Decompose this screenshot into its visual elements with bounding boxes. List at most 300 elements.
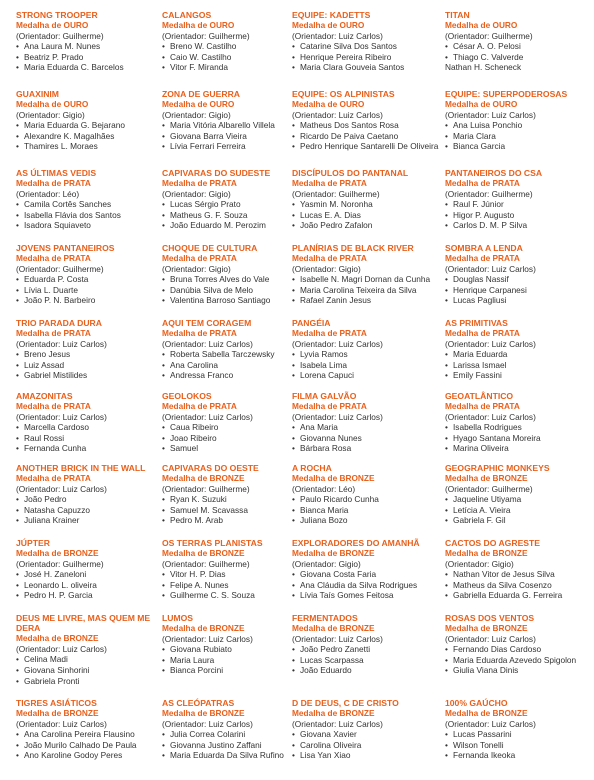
member-name: Nathan H. Scheneck (445, 62, 522, 73)
member-name: Isadora Squiaveto (24, 220, 91, 231)
member-item (292, 131, 445, 142)
advisor-label: (Orientador: Luiz Carlos) (292, 718, 383, 729)
member-name: José H. Zaneloni (24, 569, 87, 580)
bullet-icon: • (292, 654, 295, 665)
bullet-icon: • (162, 579, 165, 590)
bullet-icon: • (162, 41, 165, 52)
bullet-icon: • (162, 220, 165, 231)
member-item (162, 370, 292, 381)
team-name: CAPIVARAS DO SUDESTE (162, 168, 271, 178)
member-name: Andressa Franco (170, 370, 234, 381)
member-name: Gabriela Pronti (24, 675, 80, 686)
advisor-label: (Orientador: Luiz Carlos) (445, 263, 536, 274)
member-item (16, 349, 162, 360)
advisor-label: (Orientador: Luiz Carlos) (445, 411, 536, 422)
advisor-label: (Orientador: Luiz Carlos) (292, 633, 383, 644)
member-name: Juliana Krainer (24, 515, 80, 526)
member-name: Giovana Xavier (300, 729, 357, 740)
team-name: AS PRIMITIVAS (445, 318, 508, 328)
bullet-icon: • (445, 284, 448, 295)
member-name: Gabriela F. Gil (453, 515, 506, 526)
team-name: EQUIPE: SUPERPODEROSAS (445, 89, 568, 99)
member-name: César A. O. Pelosi (453, 41, 521, 52)
team-block (292, 10, 445, 89)
member-item (292, 360, 445, 371)
member-item (445, 285, 594, 296)
member-item (445, 274, 594, 285)
team-name: A ROCHA (292, 463, 332, 473)
bullet-icon: • (292, 422, 295, 433)
advisor-label: (Orientador: Luiz Carlos) (162, 338, 253, 349)
member-item (445, 515, 594, 526)
member-name: Hyago Santana Moreira (453, 432, 541, 443)
medal-label: Medalha de BRONZE (292, 623, 375, 634)
member-name: Carlos D. M. P Silva (453, 220, 528, 231)
member-name: Celina Madi (24, 654, 68, 665)
member-name: Julia Correa Colarini (170, 729, 246, 740)
bullet-icon: • (445, 654, 448, 665)
member-name: Luiz Assad (24, 359, 65, 370)
member-name: Bruna Torres Alves do Vale (170, 274, 270, 285)
member-item (292, 141, 445, 152)
team-name: EQUIPE: OS ALPINISTAS (292, 89, 395, 99)
member-item (292, 285, 445, 296)
bullet-icon: • (445, 370, 448, 381)
team-block (445, 89, 594, 168)
bullet-icon: • (292, 750, 295, 761)
member-name: Samuel M. Scavassa (170, 504, 248, 515)
member-name: João Pedro Zanetti (300, 644, 371, 655)
bullet-icon: • (16, 120, 19, 131)
bullet-icon: • (292, 443, 295, 454)
bullet-icon: • (162, 199, 165, 210)
team-name: TRIO PARADA DURA (16, 318, 102, 328)
member-name: Emily Fassini (453, 370, 502, 381)
team-block (292, 318, 445, 391)
member-name: João Pedro (24, 494, 67, 505)
team-block (292, 538, 445, 613)
team-name: CAPIVARAS DO OESTE (162, 463, 259, 473)
member-item (16, 199, 162, 210)
member-item (445, 750, 594, 761)
member-name: Letícia A. Vieira (453, 504, 511, 515)
team-block (16, 10, 162, 89)
advisor-label: (Orientador: Luiz Carlos) (16, 483, 107, 494)
team-block (292, 613, 445, 698)
member-name: Camila Cortês Sanches (24, 199, 112, 210)
team-block (16, 698, 162, 765)
medal-label: Medalha de PRATA (16, 253, 91, 264)
member-name: Paulo Ricardo Cunha (300, 494, 379, 505)
member-name: Leonardo L. oliveira (24, 579, 97, 590)
medal-label: Medalha de PRATA (445, 328, 520, 339)
team-block (162, 318, 292, 391)
bullet-icon: • (445, 750, 448, 761)
team-block (445, 168, 594, 243)
member-item (445, 349, 594, 360)
team-block (162, 168, 292, 243)
team-block (162, 538, 292, 613)
team-name: GEOATLÂNTICO (445, 391, 514, 401)
bullet-icon: • (292, 349, 295, 360)
bullet-icon: • (445, 729, 448, 740)
bullet-icon: • (292, 120, 295, 131)
member-item (292, 295, 445, 306)
member-name: Henrique Carpanesi (453, 284, 527, 295)
member-name: Ana Laura M. Nunes (24, 41, 101, 52)
bullet-icon: • (292, 130, 295, 141)
member-name: Isabela Lima (300, 359, 348, 370)
bullet-icon: • (445, 569, 448, 580)
member-item (292, 750, 445, 761)
bullet-icon: • (445, 120, 448, 131)
member-item (162, 52, 292, 63)
member-name: Douglas Nassif (453, 274, 509, 285)
bullet-icon: • (445, 209, 448, 220)
member-item (16, 274, 162, 285)
advisor-label: (Orientador: Luiz Carlos) (292, 109, 383, 120)
member-name: Giovana Barra Vieira (170, 130, 247, 141)
bullet-icon: • (16, 349, 19, 360)
member-item (292, 199, 445, 210)
member-name: Gabriel Mistilides (24, 370, 88, 381)
advisor-label: (Orientador: Guilherme) (162, 558, 250, 569)
member-name: João Eduardo (300, 665, 352, 676)
member-name: Giovanna Nunes (300, 432, 362, 443)
member-item (445, 443, 594, 454)
member-item (445, 433, 594, 444)
member-item (292, 220, 445, 231)
member-item (445, 729, 594, 740)
member-item (162, 590, 292, 601)
team-block (16, 463, 162, 538)
member-item (445, 422, 594, 433)
member-item (162, 141, 292, 152)
advisor-label: (Orientador: Léo) (292, 483, 356, 494)
member-item (16, 494, 162, 505)
member-name: Bianca Maria (300, 504, 349, 515)
team-name: AS ÚLTIMAS VEDIS (16, 168, 97, 178)
bullet-icon: • (162, 665, 165, 676)
member-name: Lívia L. Duarte (24, 284, 78, 295)
bullet-icon: • (445, 432, 448, 443)
medal-label: Medalha de BRONZE (16, 633, 99, 644)
member-name: Henrique Pereira Ribeiro (300, 51, 392, 62)
bullet-icon: • (162, 569, 165, 580)
member-item (445, 580, 594, 591)
medal-label: Medalha de PRATA (16, 328, 91, 339)
medal-label: Medalha de BRONZE (162, 548, 245, 559)
bullet-icon: • (16, 51, 19, 62)
member-name: Ana Cláudia da Silva Rodrigues (300, 579, 418, 590)
team-name: ZONA DE GUERRA (162, 89, 240, 99)
bullet-icon: • (16, 504, 19, 515)
team-name: JÚPTER (16, 538, 50, 548)
team-name: 100% GAÚCHO (445, 698, 508, 708)
member-name: Rafael Zanin Jesus (300, 295, 372, 306)
member-name: Isabelle N. Magri Dornan da Cunha (300, 274, 431, 285)
bullet-icon: • (162, 274, 165, 285)
member-item (162, 665, 292, 676)
medal-label: Medalha de PRATA (16, 473, 91, 484)
member-name: Giovana Costa Faria (300, 569, 377, 580)
bullet-icon: • (445, 665, 448, 676)
medal-label: Medalha de OURO (162, 20, 235, 31)
bullet-icon: • (445, 644, 448, 655)
bullet-icon: • (292, 359, 295, 370)
member-item (16, 729, 162, 740)
medal-label: Medalha de BRONZE (162, 708, 245, 719)
member-item (445, 295, 594, 306)
member-name: Lucas Passarini (453, 729, 512, 740)
bullet-icon: • (16, 199, 19, 210)
member-item (162, 120, 292, 131)
bullet-icon: • (162, 443, 165, 454)
bullet-icon: • (445, 443, 448, 454)
medal-label: Medalha de OURO (445, 99, 518, 110)
member-item (292, 349, 445, 360)
member-item (292, 274, 445, 285)
bullet-icon: • (16, 295, 19, 306)
member-item (445, 665, 594, 676)
advisor-label: (Orientador: Luiz Carlos) (16, 718, 107, 729)
medal-label: Medalha de BRONZE (162, 623, 245, 634)
member-item (445, 141, 594, 152)
member-item (162, 62, 292, 73)
bullet-icon: • (292, 515, 295, 526)
member-name: Catarine Silva Dos Santos (300, 41, 397, 52)
team-name: EQUIPE: KADETTS (292, 10, 371, 20)
bullet-icon: • (445, 141, 448, 152)
bullet-icon: • (162, 654, 165, 665)
member-name: Raul F. Júnior (453, 199, 504, 210)
member-item (16, 422, 162, 433)
member-item (162, 349, 292, 360)
medal-label: Medalha de OURO (16, 20, 89, 31)
member-item (292, 505, 445, 516)
member-name: Lucas Scarpassa (300, 654, 364, 665)
medal-label: Medalha de PRATA (16, 401, 91, 412)
member-name: Maria Eduarda G. Bejarano (24, 120, 126, 131)
member-item (292, 655, 445, 666)
team-name: AQUI TEM CORAGEM (162, 318, 252, 328)
medal-label: Medalha de BRONZE (292, 708, 375, 719)
advisor-label: (Orientador: Guilherme) (445, 188, 533, 199)
team-block (162, 243, 292, 318)
medal-label: Medalha de PRATA (162, 253, 237, 264)
team-block (292, 698, 445, 765)
bullet-icon: • (292, 590, 295, 601)
member-item (16, 740, 162, 751)
member-name: João P. N. Barbeiro (24, 295, 96, 306)
member-name: Fernando Dias Cardoso (453, 644, 542, 655)
member-name: Lucas E. A. Dias (300, 209, 361, 220)
advisor-label: (Orientador: Luiz Carlos) (16, 411, 107, 422)
team-name: GEOLOKOS (162, 391, 212, 401)
member-name: João Eduardo M. Perozim (170, 220, 266, 231)
member-name: Ricardo De Paiva Caetano (300, 130, 399, 141)
medal-label: Medalha de BRONZE (445, 623, 528, 634)
bullet-icon: • (16, 284, 19, 295)
member-item (292, 494, 445, 505)
bullet-icon: • (162, 359, 165, 370)
team-name: ANOTHER BRICK IN THE WALL (16, 463, 146, 473)
team-block (445, 538, 594, 613)
member-name: João Murilo Calhado De Paula (24, 739, 137, 750)
member-name: Carolina Oliveira (300, 739, 362, 750)
bullet-icon: • (292, 220, 295, 231)
team-name: FERMENTADOS (292, 613, 358, 623)
member-name: Isabella Rodrigues (453, 422, 522, 433)
team-name: JOVENS PANTANEIROS (16, 243, 115, 253)
advisor-label: (Orientador: Luiz Carlos) (445, 718, 536, 729)
member-name: Breno Jesus (24, 349, 71, 360)
member-item (292, 370, 445, 381)
member-name: Bianca Garcia (453, 141, 506, 152)
medal-label: Medalha de PRATA (162, 401, 237, 412)
member-name: Bianca Porcini (170, 665, 224, 676)
bullet-icon: • (445, 220, 448, 231)
member-name: Lucas Sérgio Prato (170, 199, 241, 210)
team-name: TITAN (445, 10, 470, 20)
bullet-icon: • (292, 284, 295, 295)
team-block (16, 168, 162, 243)
team-name: GEOGRAPHIC MONKEYS (445, 463, 550, 473)
member-item (16, 360, 162, 371)
team-name: CALANGOS (162, 10, 212, 20)
member-item (292, 644, 445, 655)
member-name: Ryan K. Suzuki (170, 494, 227, 505)
bullet-icon: • (16, 569, 19, 580)
member-item (162, 494, 292, 505)
bullet-icon: • (162, 51, 165, 62)
bullet-icon: • (445, 359, 448, 370)
team-block (16, 318, 162, 391)
advisor-label: (Orientador: Guilherme) (16, 558, 104, 569)
advisor-label: (Orientador: Guilherme) (162, 483, 250, 494)
member-name: Lisa Yan Xiao (300, 750, 351, 761)
member-name: Isabella Flávia dos Santos (24, 209, 121, 220)
member-item (445, 62, 594, 73)
advisor-label: (Orientador: Gigio) (162, 109, 231, 120)
member-item (162, 295, 292, 306)
member-name: Beatriz P. Prado (24, 51, 84, 62)
bullet-icon: • (445, 130, 448, 141)
team-name: CACTOS DO AGRESTE (445, 538, 541, 548)
team-name: FILMA GALVÃO (292, 391, 357, 401)
member-name: Ana Carolina Pereira Flausino (24, 729, 135, 740)
member-item (16, 433, 162, 444)
bullet-icon: • (162, 515, 165, 526)
member-name: Maria Eduarda Da Silva Rufino (170, 750, 284, 761)
member-name: Vitor F. Miranda (170, 62, 228, 73)
team-block (292, 463, 445, 538)
member-name: Marcella Cardoso (24, 422, 90, 433)
team-block (162, 391, 292, 463)
bullet-icon: • (16, 130, 19, 141)
member-name: Caua Ribeiro (170, 422, 219, 433)
team-name: ROSAS DOS VENTOS (445, 613, 535, 623)
bullet-icon: • (445, 199, 448, 210)
bullet-icon: • (16, 665, 19, 675)
advisor-label: (Orientador: Guilherme) (445, 483, 533, 494)
team-block (445, 613, 594, 698)
advisor-label: (Orientador: Gigio) (445, 558, 514, 569)
member-item (16, 676, 162, 687)
bullet-icon: • (16, 750, 19, 761)
bullet-icon: • (16, 62, 19, 73)
team-block (292, 89, 445, 168)
member-name: Lívia Ferrari Ferreira (170, 141, 246, 152)
member-name: Joao Ribeiro (170, 432, 217, 443)
member-name: Eduarda P. Costa (24, 274, 89, 285)
bullet-icon: • (16, 739, 19, 750)
bullet-icon: • (162, 130, 165, 141)
member-name: Valentina Barroso Santiago (170, 295, 271, 306)
bullet-icon: • (162, 295, 165, 306)
member-name: Raul Rossi (24, 432, 65, 443)
member-item (162, 41, 292, 52)
medal-label: Medalha de PRATA (292, 401, 367, 412)
bullet-icon: • (16, 220, 19, 231)
team-name: LUMOS (162, 613, 194, 623)
member-name: Roberta Sabella Tarczewsky (170, 349, 275, 360)
member-item (292, 422, 445, 433)
bullet-icon: • (445, 422, 448, 433)
medal-label: Medalha de PRATA (162, 328, 237, 339)
team-block (162, 613, 292, 698)
member-name: Gabriella Eduarda G. Ferreira (453, 590, 563, 601)
member-name: Maria Clara Gouveia Santos (300, 62, 405, 73)
bullet-icon: • (16, 515, 19, 526)
advisor-label: (Orientador: Luiz Carlos) (292, 30, 383, 41)
member-item (445, 590, 594, 601)
member-name: João Pedro Zafalon (300, 220, 373, 231)
bullet-icon: • (16, 209, 19, 220)
member-name: Natasha Capuzzo (24, 504, 90, 515)
member-item (162, 655, 292, 666)
bullet-icon: • (292, 295, 295, 306)
medal-label: Medalha de PRATA (292, 178, 367, 189)
team-block (162, 89, 292, 168)
team-name: AS CLEÓPATRAS (162, 698, 235, 708)
team-block (445, 391, 594, 463)
member-item (292, 62, 445, 73)
team-name: EXPLORADORES DO AMANHÃ (292, 538, 420, 548)
member-name: Pedro Henrique Santarelli De Oliveira (300, 141, 439, 152)
bullet-icon: • (162, 739, 165, 750)
bullet-icon: • (292, 729, 295, 740)
advisor-label: (Orientador: Gigio) (162, 188, 231, 199)
bullet-icon: • (292, 494, 295, 505)
bullet-icon: • (162, 432, 165, 443)
member-item (162, 740, 292, 751)
bullet-icon: • (162, 422, 165, 433)
member-name: Maria Eduarda Azevedo Spigolon (453, 654, 577, 665)
bullet-icon: • (292, 432, 295, 443)
member-item (162, 220, 292, 231)
member-item (445, 494, 594, 505)
member-item (16, 41, 162, 52)
member-name: Danúbia Silva de Melo (170, 284, 254, 295)
member-name: Alexandre K. Magalhães (24, 130, 115, 141)
member-name: Fernanda Ikeoka (453, 750, 516, 761)
team-name: AMAZONITAS (16, 391, 73, 401)
bullet-icon: • (445, 295, 448, 306)
member-item (16, 750, 162, 761)
bullet-icon: • (292, 644, 295, 655)
medal-label: Medalha de OURO (445, 20, 518, 31)
